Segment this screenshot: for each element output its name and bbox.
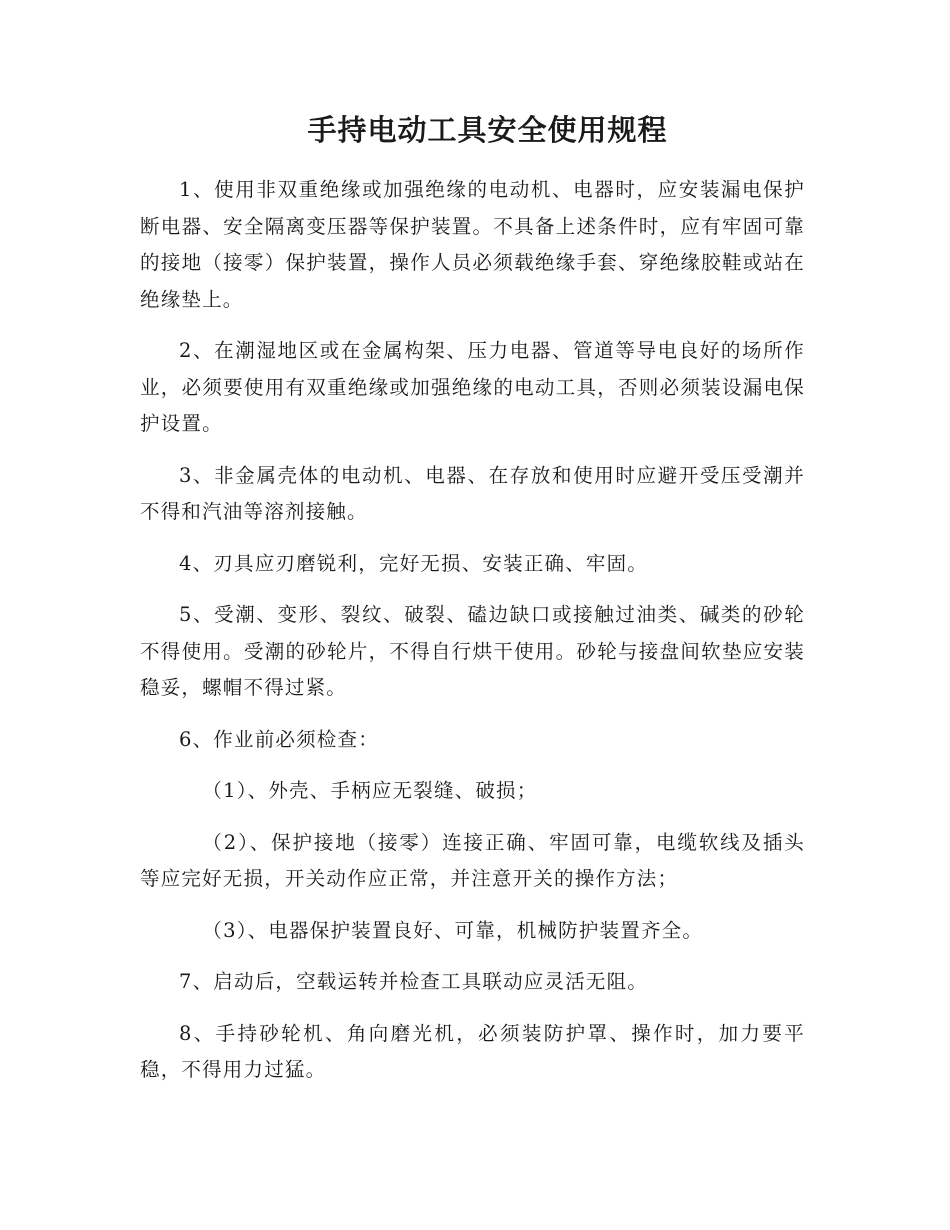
paragraph-6-item-2: （2）、保护接地（接零）连接正确、牢固可靠，电缆软线及插头等应完好无损，开关动作应正常，并注意开关的操作方法；	[140, 830, 805, 890]
paragraph-6: 6、作业前必须检查：	[179, 727, 379, 751]
paragraph-6-item-1: （1）、外壳、手柄应无裂缝、破损；	[202, 779, 538, 802]
paragraph-4: 4、刃具应刃磨锐利，完好无损、安装正确、牢固。	[179, 551, 649, 575]
paragraph-8: 8、手持砂轮机、角向磨光机，必须装防护罩、操作时，加力要平稳，不得用力过猛。	[140, 1021, 805, 1081]
document-page	[140, 110, 805, 1104]
paragraph-5: 5、受潮、变形、裂纹、破裂、磕边缺口或接触过油类、碱类的砂轮不得使用。受潮的砂轮片，不得自行烘干使用。砂轮与接盘间软垫应安装稳妥，螺帽不得过紧。	[140, 603, 805, 699]
paragraph-6-item-3: （3）、电器保护装置良好、可靠，机械防护装置齐全。	[202, 918, 704, 942]
document-title: 手持电动工具安全使用规程	[307, 113, 668, 147]
paragraph-1: 1、使用非双重绝缘或加强绝缘的电动机、电器时，应安装漏电保护断电器、安全隔离变压器等保护装置。不具备上述条件时，应有牢固可靠的接地（接零）保护装置，操作人员必须载绝缘手套、穿绝缘胶鞋或站在绝缘垫上。	[140, 178, 805, 311]
paragraph-2: 2、在潮湿地区或在金属构架、压力电器、管道等导电良好的场所作业，必须要使用有双重绝缘或加强绝缘的电动工具，否则必须装设漏电保护设置。	[140, 339, 805, 435]
paragraph-3: 3、非金属壳体的电动机、电器、在存放和使用时应避开受压受潮并不得和汽油等溶剂接触。	[140, 463, 805, 523]
paragraph-7: 7、启动后，空载运转并检查工具联动应灵活无阻。	[179, 970, 649, 993]
